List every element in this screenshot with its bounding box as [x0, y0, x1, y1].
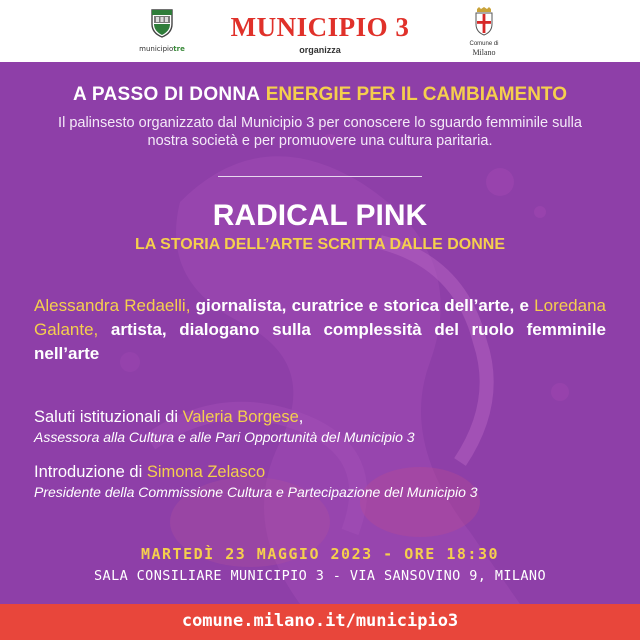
greet-prefix: Saluti istituzionali di	[34, 408, 183, 426]
comune-milano-crest-icon	[473, 6, 495, 36]
comune-caption-2: Milano	[472, 48, 496, 57]
event-description	[34, 294, 606, 366]
municipio-tre-caption: municipiotre	[139, 45, 185, 53]
footer	[0, 604, 640, 640]
speaker-name-2: Loredana Galante,	[34, 296, 606, 339]
series-title	[0, 84, 640, 106]
greet-name: Valeria Borgese	[182, 408, 299, 426]
intro-role: Presidente della Commissione Cultura e Partecipazione del Municipio 3	[34, 484, 478, 500]
description-text-1: giornalista, curatrice e storica dell’arte, e	[190, 296, 535, 315]
intro-name: Simona Zelasco	[146, 463, 266, 481]
footer-url-link[interactable]: comune.milano.it/municipio3	[181, 611, 459, 631]
header-title: MUNICIPIO 3	[230, 12, 410, 42]
event-title: RADICAL PINK	[212, 199, 428, 232]
divider	[218, 176, 422, 177]
greet-suffix: ,	[298, 408, 304, 426]
comune-milano-logo	[462, 6, 506, 58]
speaker-name-1: Alessandra Redaelli,	[34, 296, 191, 315]
series-intro: Il palinsesto organizzato dal Municipio 3 per conoscere lo sguardo femminile sulla nostra società e per promuovere una cultura paritaria.	[58, 115, 582, 149]
institutional-greetings	[34, 406, 606, 446]
intro-prefix: Introduzione di	[34, 463, 147, 481]
header	[0, 0, 640, 62]
greet-role: Assessora alla Cultura e alle Pari Opportunità del Municipio 3	[34, 429, 415, 445]
comune-caption-1: Comune di	[469, 41, 499, 47]
series-title-main: A PASSO DI DONNA	[73, 84, 261, 105]
series-title-sub: ENERGIE PER IL CAMBIAMENTO	[265, 84, 567, 105]
event-place: SALA CONSILIARE MUNICIPIO 3 - VIA SANSOVINO 9, MILANO	[94, 568, 546, 584]
description-text-2: artista, dialogano sulla complessità del ruolo femminile nell’arte	[34, 320, 606, 363]
event-subtitle: LA STORIA DELL’ARTE SCRITTA DALLE DONNE	[134, 236, 506, 253]
header-subtitle: organizza	[299, 45, 341, 55]
event-date: MARTEDÌ 23 MAGGIO 2023 - ORE 18:30	[140, 545, 500, 563]
introduction	[34, 461, 606, 501]
